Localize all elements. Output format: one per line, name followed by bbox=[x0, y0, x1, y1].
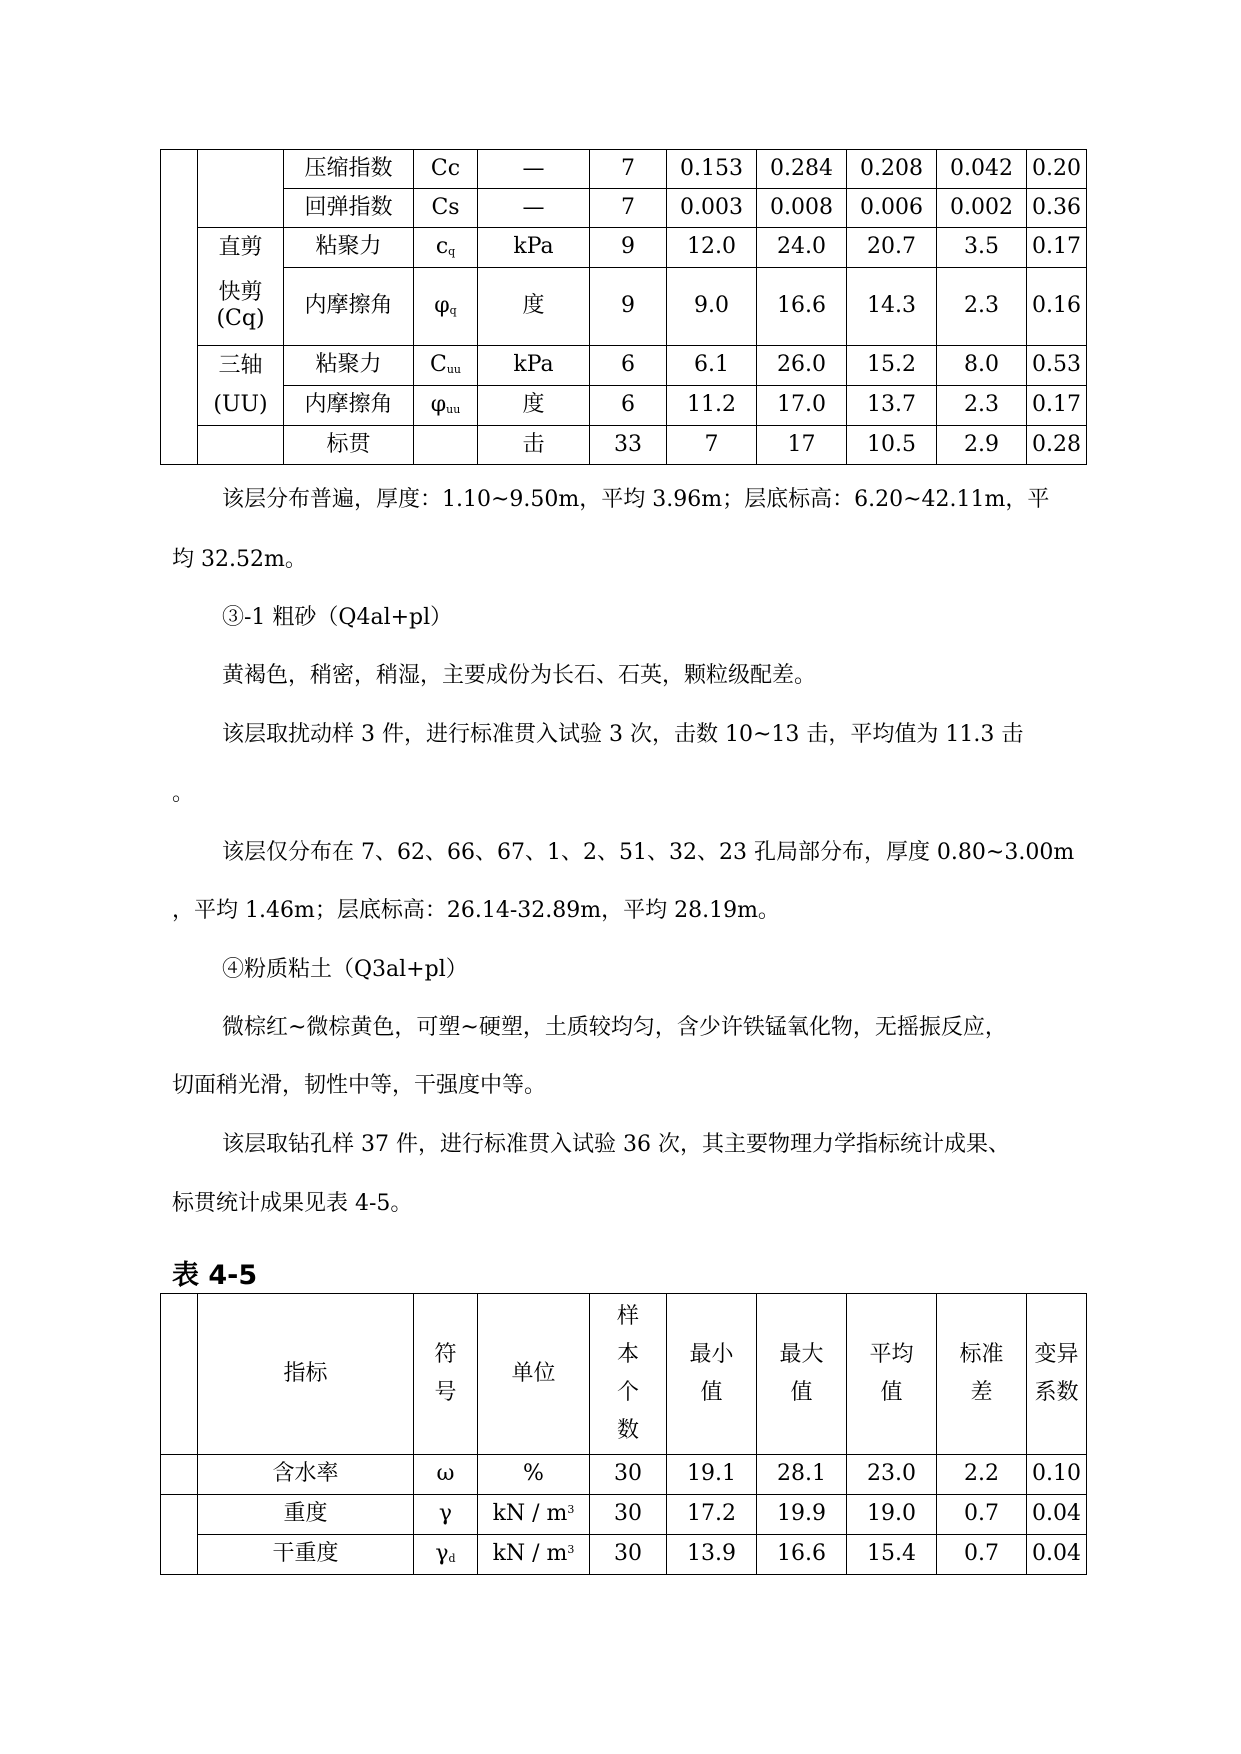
symbol-cell: Cc bbox=[414, 150, 478, 189]
unit-cell: 度 bbox=[478, 268, 590, 346]
cv-cell: 0.04 bbox=[1027, 1495, 1087, 1535]
table-row bbox=[161, 386, 1087, 426]
std-cell: 3.5 bbox=[937, 228, 1027, 268]
index-cell: 内摩擦角 bbox=[284, 386, 414, 426]
header-max: 最大 值 bbox=[757, 1294, 847, 1455]
max-cell: 17 bbox=[757, 426, 847, 465]
table-row bbox=[161, 228, 1087, 268]
stats-table-continued bbox=[160, 149, 1087, 465]
symbol-subscript: uu bbox=[446, 403, 461, 417]
cv-cell: 0.28 bbox=[1027, 426, 1087, 465]
layer-cell bbox=[161, 150, 198, 465]
group-cell: (UU) bbox=[198, 386, 284, 426]
unit-cell: 度 bbox=[478, 386, 590, 426]
max-cell: 17.0 bbox=[757, 386, 847, 426]
symbol-cell: Cs bbox=[414, 189, 478, 228]
symbol-cell bbox=[414, 1455, 478, 1495]
paragraph-description: 黄褐色，稍密，稍湿，主要成份为长石、石英，颗粒级配差。 bbox=[222, 663, 817, 688]
cv-cell: 0.17 bbox=[1027, 228, 1087, 268]
table-header-row bbox=[161, 1294, 1087, 1455]
unit-cell: kPa bbox=[478, 346, 590, 386]
avg-cell: 20.7 bbox=[847, 228, 937, 268]
group-cell bbox=[198, 426, 284, 465]
count-cell: 33 bbox=[590, 426, 667, 465]
min-cell: 9.0 bbox=[667, 268, 757, 346]
paragraph-samples-line1: 该层取钻孔样 37 件，进行标准贯入试验 36 次，其主要物理力学指标统计成果、 bbox=[222, 1132, 1010, 1157]
symbol-main: C bbox=[429, 352, 447, 378]
max-cell: 28.1 bbox=[757, 1455, 847, 1495]
count-cell: 30 bbox=[590, 1535, 667, 1575]
cv-cell: 0.20 bbox=[1027, 150, 1087, 189]
min-cell: 0.003 bbox=[667, 189, 757, 228]
symbol-main: γ bbox=[438, 1501, 453, 1527]
symbol-main: c bbox=[435, 234, 449, 260]
count-cell: 30 bbox=[590, 1495, 667, 1535]
symbol-subscript: d bbox=[448, 1552, 456, 1566]
header-min: 最小 值 bbox=[667, 1294, 757, 1455]
min-cell: 0.153 bbox=[667, 150, 757, 189]
cv-cell: 0.36 bbox=[1027, 189, 1087, 228]
unit-main: kN / m bbox=[492, 1501, 568, 1527]
table-row bbox=[161, 150, 1087, 189]
layer-cell bbox=[161, 1294, 198, 1455]
avg-cell: 15.4 bbox=[847, 1535, 937, 1575]
paragraph-distribution-line1: 该层分布普遍，厚度：1.10~9.50m，平均 3.96m；层底标高：6.20~42.11m，平 bbox=[222, 487, 1050, 512]
max-cell: 0.284 bbox=[757, 150, 847, 189]
std-cell: 2.3 bbox=[937, 386, 1027, 426]
symbol-cell bbox=[414, 1535, 478, 1575]
header-std: 标准 差 bbox=[937, 1294, 1027, 1455]
count-cell: 7 bbox=[590, 189, 667, 228]
std-cell: 0.042 bbox=[937, 150, 1027, 189]
table-row bbox=[161, 1455, 1087, 1495]
paragraph-distribution-line2: 均 32.52m。 bbox=[172, 547, 307, 572]
symbol-cell bbox=[414, 268, 478, 346]
max-cell: 16.6 bbox=[757, 1535, 847, 1575]
table-caption: 表 4-5 bbox=[172, 1260, 258, 1291]
stats-table-4-5 bbox=[160, 1293, 1087, 1575]
std-cell: 8.0 bbox=[937, 346, 1027, 386]
std-cell: 2.2 bbox=[937, 1455, 1027, 1495]
layer-heading-coarse-sand: ③-1 粗砂（Q4al+pl） bbox=[222, 605, 453, 630]
std-cell: 0.002 bbox=[937, 189, 1027, 228]
cv-cell: 0.53 bbox=[1027, 346, 1087, 386]
paragraph-samples-line2: 标贯统计成果见表 4-5。 bbox=[172, 1191, 413, 1216]
avg-cell: 10.5 bbox=[847, 426, 937, 465]
index-cell: 粘聚力 bbox=[284, 346, 414, 386]
table-row bbox=[161, 268, 1087, 346]
index-cell: 内摩擦角 bbox=[284, 268, 414, 346]
header-index: 指标 bbox=[198, 1294, 414, 1455]
layer-cell bbox=[161, 1495, 198, 1575]
symbol-subscript: uu bbox=[446, 363, 461, 377]
min-cell: 12.0 bbox=[667, 228, 757, 268]
layer-heading-silty-clay: ④粉质粘土（Q3al+pl） bbox=[222, 957, 468, 982]
table-row bbox=[161, 346, 1087, 386]
group-cell bbox=[198, 150, 284, 228]
table-row bbox=[161, 1535, 1087, 1575]
symbol-main: γ bbox=[435, 1541, 449, 1567]
unit-cell: — bbox=[478, 150, 590, 189]
group-cell: 快剪(Cq) bbox=[198, 268, 284, 346]
table-row bbox=[161, 426, 1087, 465]
unit-cell: kPa bbox=[478, 228, 590, 268]
symbol-subscript: q bbox=[449, 304, 457, 318]
header-avg: 平均 值 bbox=[847, 1294, 937, 1455]
layer-cell bbox=[161, 1455, 198, 1495]
paragraph-spt-line1: 该层取扰动样 3 件，进行标准贯入试验 3 次，击数 10~13 击，平均值为 11.3 击 bbox=[222, 722, 1024, 747]
group-cell: 三轴 bbox=[198, 346, 284, 386]
header-cv: 变异 系数 bbox=[1027, 1294, 1087, 1455]
unit-main: % bbox=[523, 1461, 544, 1487]
symbol-main: φ bbox=[434, 293, 450, 319]
header-symbol: 符 号 bbox=[414, 1294, 478, 1455]
cv-cell: 0.16 bbox=[1027, 268, 1087, 346]
paragraph-spt-line2: 。 bbox=[172, 781, 195, 806]
max-cell: 0.008 bbox=[757, 189, 847, 228]
paragraph-boreholes-line1: 该层仅分布在 7、62、66、67、1、2、51、32、23 孔局部分布，厚度 0.80~3.00m bbox=[222, 840, 1075, 865]
symbol-main: φ bbox=[430, 392, 447, 418]
unit-cell bbox=[478, 1455, 590, 1495]
symbol-cell bbox=[414, 386, 478, 426]
header-sample-count: 样 本 个 数 bbox=[590, 1294, 667, 1455]
table-row bbox=[161, 1495, 1087, 1535]
min-cell: 17.2 bbox=[667, 1495, 757, 1535]
count-cell: 9 bbox=[590, 268, 667, 346]
count-cell: 7 bbox=[590, 150, 667, 189]
symbol-cell bbox=[414, 228, 478, 268]
max-cell: 16.6 bbox=[757, 268, 847, 346]
symbol-cell bbox=[414, 1495, 478, 1535]
table-row bbox=[161, 189, 1087, 228]
cv-cell: 0.10 bbox=[1027, 1455, 1087, 1495]
count-cell: 6 bbox=[590, 386, 667, 426]
std-cell: 0.7 bbox=[937, 1535, 1027, 1575]
symbol-cell bbox=[414, 426, 478, 465]
symbol-cell bbox=[414, 346, 478, 386]
avg-cell: 23.0 bbox=[847, 1455, 937, 1495]
paragraph-clay-line1: 微棕红~微棕黄色，可塑~硬塑，土质较均匀，含少许铁锰氧化物，无摇振反应， bbox=[222, 1015, 1007, 1040]
unit-main: kN / m bbox=[492, 1541, 568, 1567]
paragraph-clay-line2: 切面稍光滑，韧性中等，干强度中等。 bbox=[172, 1073, 547, 1098]
avg-cell: 14.3 bbox=[847, 268, 937, 346]
unit-superscript: 3 bbox=[567, 1543, 575, 1557]
index-cell: 含水率 bbox=[198, 1455, 414, 1495]
min-cell: 19.1 bbox=[667, 1455, 757, 1495]
unit-cell bbox=[478, 1535, 590, 1575]
std-cell: 0.7 bbox=[937, 1495, 1027, 1535]
unit-cell bbox=[478, 1495, 590, 1535]
index-cell: 干重度 bbox=[198, 1535, 414, 1575]
std-cell: 2.3 bbox=[937, 268, 1027, 346]
min-cell: 7 bbox=[667, 426, 757, 465]
cv-cell: 0.17 bbox=[1027, 386, 1087, 426]
index-cell: 压缩指数 bbox=[284, 150, 414, 189]
unit-cell: 击 bbox=[478, 426, 590, 465]
std-cell: 2.9 bbox=[937, 426, 1027, 465]
index-cell: 回弹指数 bbox=[284, 189, 414, 228]
avg-cell: 15.2 bbox=[847, 346, 937, 386]
unit-cell: — bbox=[478, 189, 590, 228]
min-cell: 11.2 bbox=[667, 386, 757, 426]
avg-cell: 0.208 bbox=[847, 150, 937, 189]
index-cell: 标贯 bbox=[284, 426, 414, 465]
index-cell: 粘聚力 bbox=[284, 228, 414, 268]
count-cell: 9 bbox=[590, 228, 667, 268]
max-cell: 19.9 bbox=[757, 1495, 847, 1535]
symbol-main: ω bbox=[436, 1461, 455, 1487]
count-cell: 6 bbox=[590, 346, 667, 386]
unit-superscript: 3 bbox=[567, 1503, 575, 1517]
index-cell: 重度 bbox=[198, 1495, 414, 1535]
min-cell: 6.1 bbox=[667, 346, 757, 386]
symbol-subscript: q bbox=[448, 245, 456, 259]
header-unit: 单位 bbox=[478, 1294, 590, 1455]
count-cell: 30 bbox=[590, 1455, 667, 1495]
cv-cell: 0.04 bbox=[1027, 1535, 1087, 1575]
avg-cell: 0.006 bbox=[847, 189, 937, 228]
paragraph-boreholes-line2: ，平均 1.46m；层底标高：26.14-32.89m，平均 28.19m。 bbox=[172, 898, 780, 923]
avg-cell: 19.0 bbox=[847, 1495, 937, 1535]
min-cell: 13.9 bbox=[667, 1535, 757, 1575]
avg-cell: 13.7 bbox=[847, 386, 937, 426]
max-cell: 26.0 bbox=[757, 346, 847, 386]
group-cell: 直剪 bbox=[198, 228, 284, 268]
max-cell: 24.0 bbox=[757, 228, 847, 268]
